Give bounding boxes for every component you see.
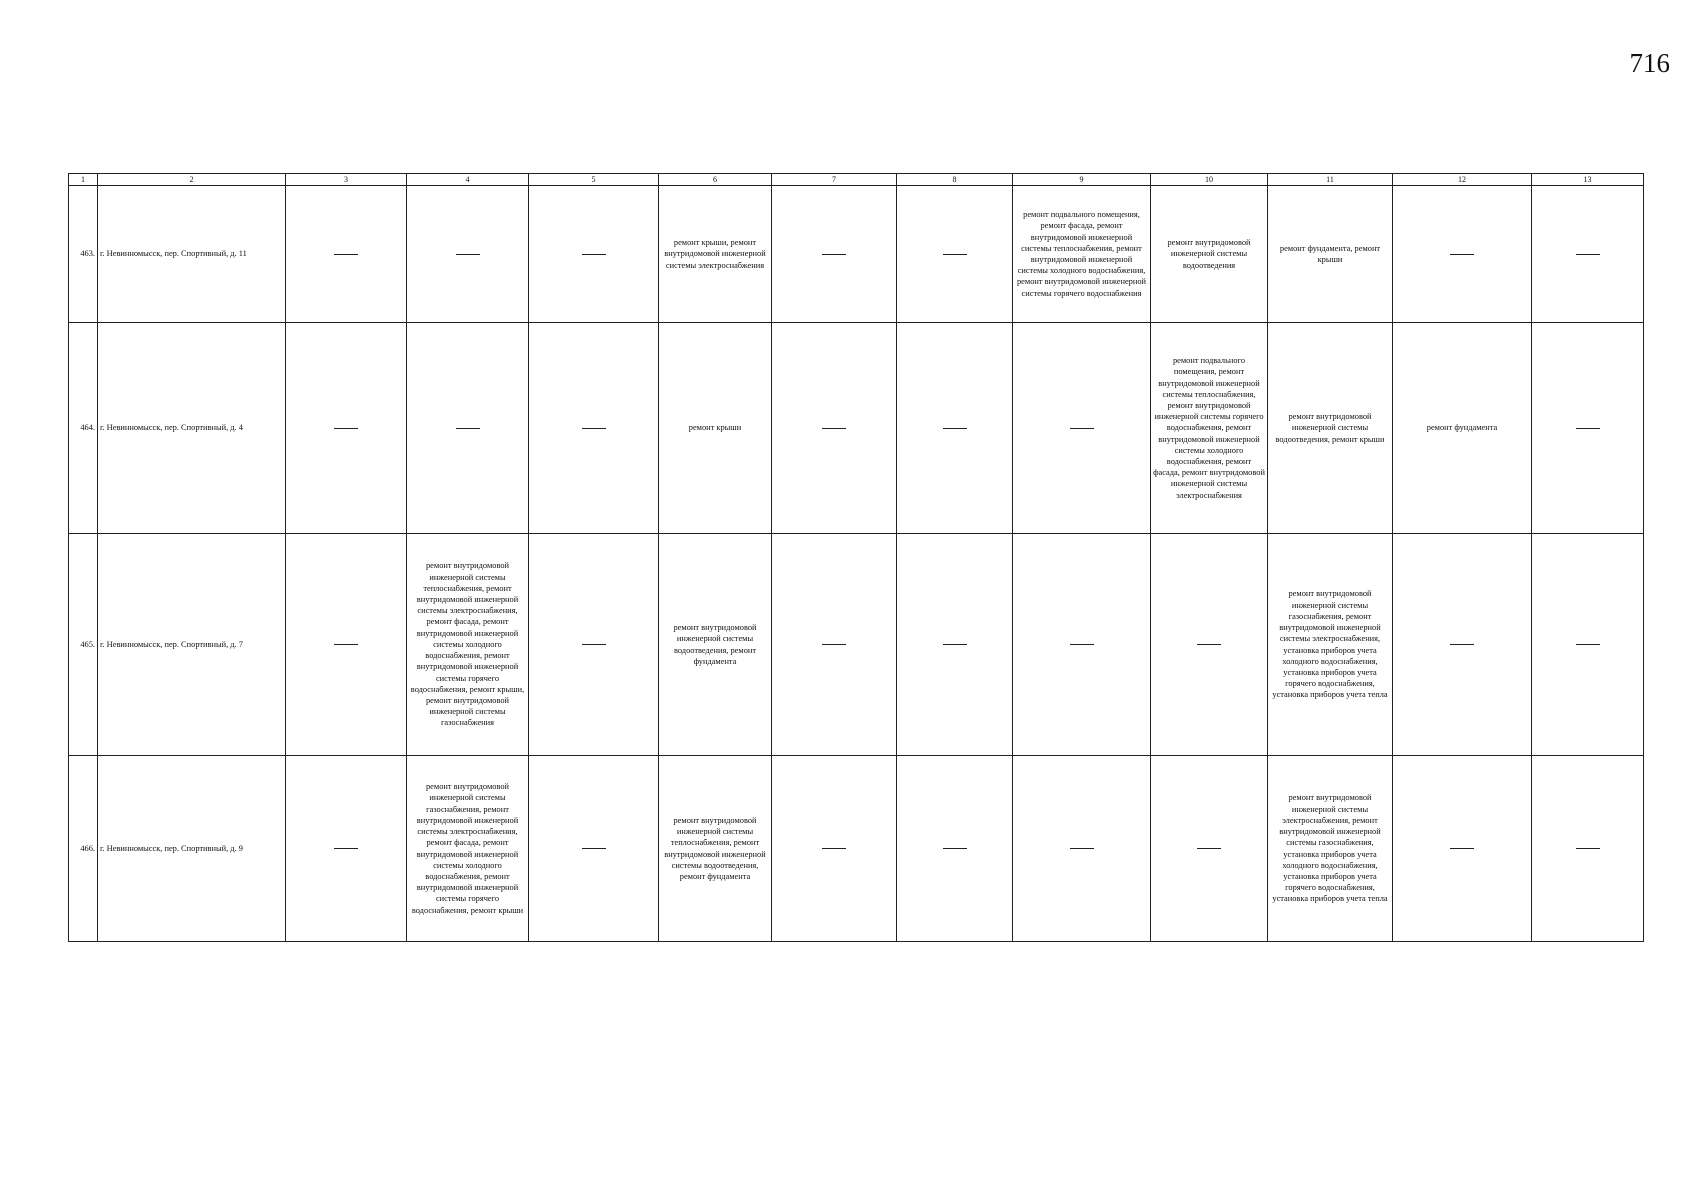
cell-col-7 xyxy=(772,323,897,534)
cell-col-5 xyxy=(529,756,659,942)
row-number: 463. xyxy=(69,186,98,323)
row-number: 465. xyxy=(69,534,98,756)
dash-mark xyxy=(582,428,606,429)
dash-mark xyxy=(1576,848,1600,849)
cell-col-7 xyxy=(772,186,897,323)
dash-mark xyxy=(1197,848,1221,849)
cell-col-5 xyxy=(529,323,659,534)
cell-col-8 xyxy=(897,756,1013,942)
column-header: 9 xyxy=(1013,174,1151,186)
cell-col-3 xyxy=(286,323,407,534)
cell-col-9: ремонт подвального помещения, ремонт фасада, ремонт внутридомовой инженерной системы теплоснабжения, ремонт внутридомовой инженерной системы холодного водоснабжения, ремонт внутридомовой инженерной системы горячего водоснабжения xyxy=(1013,186,1151,323)
cell-col-11: ремонт внутридомовой инженерной системы газоснабжения, ремонт внутридомовой инженерной системы электроснабжения, установка приборов учета холодного водоснабжения, установка приборов учета горячего водоснабжения, установка приборов учета тепла xyxy=(1268,534,1393,756)
cell-col-10 xyxy=(1151,534,1268,756)
dash-mark xyxy=(1070,848,1094,849)
column-header: 12 xyxy=(1393,174,1532,186)
cell-col-3 xyxy=(286,756,407,942)
cell-col-9 xyxy=(1013,756,1151,942)
dash-mark xyxy=(943,644,967,645)
dash-mark xyxy=(582,254,606,255)
cell-col-9 xyxy=(1013,323,1151,534)
cell-col-7 xyxy=(772,534,897,756)
dash-mark xyxy=(1450,254,1474,255)
column-header: 7 xyxy=(772,174,897,186)
cell-col-11: ремонт внутридомовой инженерной системы водоотведения, ремонт крыши xyxy=(1268,323,1393,534)
dash-mark xyxy=(1576,644,1600,645)
cell-col-12 xyxy=(1393,756,1532,942)
cell-col-6: ремонт внутридомовой инженерной системы водоотведения, ремонт фундамента xyxy=(659,534,772,756)
cell-col-9 xyxy=(1013,534,1151,756)
dash-mark xyxy=(456,254,480,255)
dash-mark xyxy=(582,848,606,849)
dash-mark xyxy=(1576,254,1600,255)
repair-schedule-table xyxy=(68,173,1644,942)
column-header: 6 xyxy=(659,174,772,186)
row-number: 464. xyxy=(69,323,98,534)
column-header: 13 xyxy=(1532,174,1644,186)
dash-mark xyxy=(1576,428,1600,429)
dash-mark xyxy=(943,848,967,849)
dash-mark xyxy=(822,428,846,429)
cell-col-10 xyxy=(1151,756,1268,942)
dash-mark xyxy=(1070,644,1094,645)
cell-col-10: ремонт внутридомовой инженерной системы водоотведения xyxy=(1151,186,1268,323)
cell-col-8 xyxy=(897,534,1013,756)
column-header: 2 xyxy=(98,174,286,186)
cell-col-12 xyxy=(1393,534,1532,756)
table-row xyxy=(69,323,1644,534)
cell-col-12 xyxy=(1393,186,1532,323)
dash-mark xyxy=(334,254,358,255)
dash-mark xyxy=(822,644,846,645)
cell-col-13 xyxy=(1532,323,1644,534)
dash-mark xyxy=(1197,644,1221,645)
dash-mark xyxy=(334,848,358,849)
cell-col-5 xyxy=(529,186,659,323)
dash-mark xyxy=(822,848,846,849)
cell-col-6: ремонт крыши, ремонт внутридомовой инженерной системы электроснабжения xyxy=(659,186,772,323)
column-header: 8 xyxy=(897,174,1013,186)
cell-col-8 xyxy=(897,323,1013,534)
cell-col-7 xyxy=(772,756,897,942)
cell-col-13 xyxy=(1532,756,1644,942)
dash-mark xyxy=(334,644,358,645)
table-row xyxy=(69,534,1644,756)
column-header: 11 xyxy=(1268,174,1393,186)
cell-col-11: ремонт внутридомовой инженерной системы электроснабжения, ремонт внутридомовой инженерной системы газоснабжения, установка приборов учета холодного водоснабжения, установка приборов учета горячего водоснабжения, установка приборов учета тепла xyxy=(1268,756,1393,942)
cell-col-5 xyxy=(529,534,659,756)
column-header: 1 xyxy=(69,174,98,186)
cell-col-12: ремонт фундамента xyxy=(1393,323,1532,534)
dash-mark xyxy=(456,428,480,429)
dash-mark xyxy=(822,254,846,255)
cell-col-4: ремонт внутридомовой инженерной системы теплоснабжения, ремонт внутридомовой инженерной системы электроснабжения, ремонт фасада, ремонт внутридомовой инженерной системы холодного водоснабжения, ремонт внутридомовой инженерной системы горячего водоснабжения, ремонт крыши, ремонт внутридомовой инженерной системы газоснабжения xyxy=(407,534,529,756)
row-address: г. Невинномысск, пер. Спортивный, д. 4 xyxy=(98,323,286,534)
row-address: г. Невинномысск, пер. Спортивный, д. 7 xyxy=(98,534,286,756)
column-number-row xyxy=(69,174,1644,186)
table-row xyxy=(69,186,1644,323)
cell-col-4: ремонт внутридомовой инженерной системы газоснабжения, ремонт внутридомовой инженерной системы электроснабжения, ремонт фасада, ремонт внутридомовой инженерной системы холодного водоснабжения, ремонт внутридомовой инженерной системы горячего водоснабжения, ремонт крыши xyxy=(407,756,529,942)
cell-col-13 xyxy=(1532,534,1644,756)
cell-col-11: ремонт фундамента, ремонт крыши xyxy=(1268,186,1393,323)
dash-mark xyxy=(1070,428,1094,429)
dash-mark xyxy=(334,428,358,429)
cell-col-4 xyxy=(407,186,529,323)
dash-mark xyxy=(582,644,606,645)
table-row xyxy=(69,756,1644,942)
column-header: 10 xyxy=(1151,174,1268,186)
cell-col-8 xyxy=(897,186,1013,323)
cell-col-3 xyxy=(286,186,407,323)
dash-mark xyxy=(943,428,967,429)
dash-mark xyxy=(1450,848,1474,849)
cell-col-3 xyxy=(286,534,407,756)
column-header: 4 xyxy=(407,174,529,186)
row-address: г. Невинномысск, пер. Спортивный, д. 11 xyxy=(98,186,286,323)
row-number: 466. xyxy=(69,756,98,942)
cell-col-10: ремонт подвального помещения, ремонт внутридомовой инженерной системы теплоснабжения, ремонт внутридомовой инженерной системы горячего водоснабжения, ремонт внутридомовой инженерной системы холодного водоснабжения, ремонт фасада, ремонт внутридомовой инженерной системы электроснабжения xyxy=(1151,323,1268,534)
dash-mark xyxy=(1450,644,1474,645)
cell-col-13 xyxy=(1532,186,1644,323)
row-address: г. Невинномысск, пер. Спортивный, д. 9 xyxy=(98,756,286,942)
dash-mark xyxy=(943,254,967,255)
page-number: 716 xyxy=(1629,48,1670,78)
cell-col-6: ремонт крыши xyxy=(659,323,772,534)
cell-col-6: ремонт внутридомовой инженерной системы теплоснабжения, ремонт внутридомовой инженерной системы водоотведения, ремонт фундамента xyxy=(659,756,772,942)
column-header: 5 xyxy=(529,174,659,186)
cell-col-4 xyxy=(407,323,529,534)
column-header: 3 xyxy=(286,174,407,186)
